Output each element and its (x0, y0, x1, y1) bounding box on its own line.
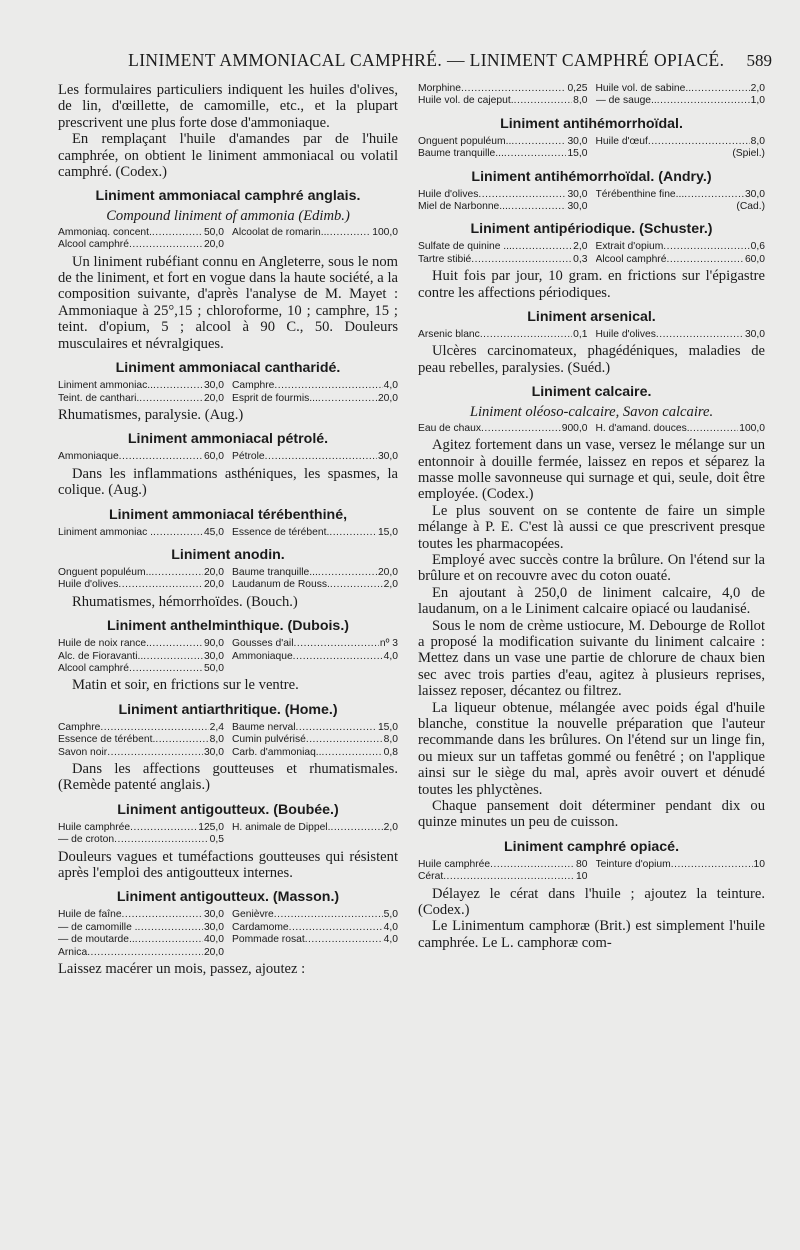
ingredient-quantity: 2,0 (383, 821, 398, 833)
ingredient-name: — de camomille . (58, 921, 138, 933)
leader-dots (330, 822, 382, 834)
ingredient-name: Cérat (418, 871, 444, 883)
ingredient-line (58, 747, 224, 759)
ingredient-quantity: 8,0 (383, 734, 398, 746)
ingredient-name: Huile camphrée (58, 821, 131, 833)
leader-dots (119, 451, 203, 463)
ingredient-name: Alc. de Fioravanti.. (58, 650, 144, 662)
ingredient-quantity: 10 (576, 871, 588, 883)
section-text: Ulcères carcinomateux, phagédéniques, maladies de peau rebelles, paralysies. (Suéd.) (418, 343, 765, 376)
section-text: Sous le nom de crème ustiocure, M. Debourge de Rollot a proposé la modification suivante du liniment calcaire : Mettez dans un vase une partie de chlorure de chaux bien sec avec trois parties d'eau, agitez à plusieurs reprises, laissez reposer, décantez ou filtrez. (418, 617, 765, 700)
ingredient-name: Savon noir (58, 746, 108, 758)
leader-dots (648, 136, 750, 148)
ingredient-name: Gousses d'ail (232, 638, 294, 650)
ingredient-line (58, 947, 224, 959)
ingredient-name: Essence de térébent. (58, 734, 156, 746)
section-text: Rhumatismes, paralysie. (Aug.) (58, 406, 244, 423)
leader-dots (135, 934, 203, 946)
leader-dots (294, 638, 379, 650)
formula (418, 189, 765, 214)
ingredient-name: Camphre (58, 721, 101, 733)
leader-dots (322, 747, 383, 759)
formula (58, 527, 398, 539)
ingredient-quantity: 20,0 (203, 579, 224, 591)
ingredient-quantity: 45,0 (203, 526, 224, 538)
ingredient-quantity: 30,0 (744, 188, 765, 200)
ingredient-line (232, 227, 398, 239)
formula (58, 380, 398, 405)
section-title: Liniment antigoutteux. (Masson.) (116, 889, 340, 906)
leader-dots (114, 834, 209, 846)
formula (418, 136, 765, 161)
leader-dots (143, 651, 203, 663)
leader-dots (306, 734, 383, 746)
ingredient-quantity: 0,8 (383, 746, 398, 758)
ingredient-quantity: 10 (753, 858, 765, 870)
ingredient-name: Cumin pulvérisé (232, 734, 306, 746)
ingredient-quantity: 30,0 (203, 746, 224, 758)
ingredient-name: Pétrole (232, 451, 265, 463)
ingredient-line (58, 722, 224, 734)
ingredient-name: Miel de Narbonne... (418, 201, 508, 213)
leader-dots (293, 651, 383, 663)
leader-dots (480, 329, 572, 341)
ingredient-name: Sulfate de quinine ... (418, 241, 512, 253)
section-text: Chaque pansement doit déterminer pendant dix ou quinze minutes un peu de cuisson. (418, 798, 765, 831)
section-text: Agitez fortement dans un vase, versez le mélange sur un entonnoir à douille fermée, laissez en repos et séparez la masse molle savonneuse qui surnage et qui, seule, doit être employée. (Codex.) (418, 437, 765, 503)
ingredient-name: — de sauge.. (595, 95, 657, 107)
leader-dots (471, 254, 572, 266)
ingredient-line (418, 148, 588, 160)
ingredient-quantity: 30,0 (203, 650, 224, 662)
ingredient-name: — de croton (58, 834, 115, 846)
leader-dots (122, 909, 203, 921)
ingredient-quantity: 4,0 (383, 921, 398, 933)
ingredient-line (232, 380, 398, 392)
ingredient-line (418, 83, 588, 95)
ingredient-quantity: 4,0 (383, 380, 398, 392)
leader-dots (296, 722, 377, 734)
ingredient-name: Esprit de fourmis... (232, 392, 318, 404)
section-title: Liniment antihémorrhoïdal. (500, 115, 683, 132)
ingredient-line (58, 922, 224, 934)
ingredient-quantity: 80 (576, 858, 588, 870)
ingredient-line (232, 527, 398, 539)
ingredient-name: Teinture d'opium (595, 858, 671, 870)
ingredient-quantity: 1,0 (750, 95, 765, 107)
formula (58, 451, 398, 463)
section-text: Employé avec succès contre la brûlure. On l'étend sur la brûlure et on recouvre avec du coton ouaté. (418, 551, 765, 585)
formula (58, 567, 398, 592)
leader-dots (274, 380, 382, 392)
ingredient-quantity: 15,0 (567, 148, 588, 160)
ingredient-name: H. animale de Dippel. (232, 821, 331, 833)
leader-dots (329, 527, 377, 539)
ingredient-quantity: 4,0 (383, 934, 398, 946)
ingredient-line (418, 329, 588, 341)
leader-dots (512, 241, 572, 253)
ingredient-quantity: 90,0 (203, 638, 224, 650)
section-text: Matin et soir, en frictions sur le ventre. (72, 677, 299, 694)
ingredient-quantity: 2,0 (383, 579, 398, 591)
ingredient-quantity: 2,0 (573, 241, 588, 253)
leader-dots (153, 380, 203, 392)
ingredient-quantity: 2,0 (750, 83, 765, 94)
ingredient-quantity: 20,0 (203, 239, 224, 251)
ingredient-line (232, 451, 398, 463)
ingredient-name: Baume tranquille... (418, 148, 504, 160)
ingredient-name: H. d'amand. douces. (595, 422, 690, 434)
ingredient-line (596, 329, 766, 341)
leader-dots (684, 189, 744, 201)
ingredient-line (596, 136, 766, 148)
leader-dots (481, 423, 561, 435)
section-title: Liniment anodin. (171, 546, 285, 563)
section-title: Liniment camphré opiacé. (503, 838, 680, 855)
ingredient-name: Baume tranquille... (232, 566, 318, 578)
left-column (58, 82, 398, 977)
ingredient-line (232, 747, 398, 759)
leader-dots (504, 148, 567, 160)
leader-dots (155, 734, 208, 746)
ingredient-quantity: 30,0 (567, 188, 588, 200)
ingredient-quantity: 60,0 (744, 253, 765, 265)
ingredient-name: Alcool camphré (58, 662, 129, 674)
ingredient-name: Arsenic blanc (418, 329, 480, 341)
ingredient-quantity: 15,0 (377, 526, 398, 538)
ingredient-name: Huile de faîne (58, 909, 122, 921)
leader-dots (305, 934, 383, 946)
ingredient-line (232, 822, 398, 834)
ingredient-quantity: 20,0 (203, 566, 224, 578)
ingredient-name: Liniment ammoniac . (58, 526, 153, 538)
ingredient-name: Baume nerval (232, 721, 296, 733)
leader-dots (107, 747, 203, 759)
ingredient-line (596, 148, 766, 160)
leader-dots (149, 638, 203, 650)
leader-dots (478, 189, 566, 201)
ingredient-quantity: 20,0 (377, 566, 398, 578)
leader-dots (663, 241, 749, 253)
ingredient-name: Genièvre (232, 909, 274, 921)
ingredient-quantity: 30,0 (377, 451, 398, 463)
ingredient-name: (Cad.) (736, 201, 765, 213)
ingredient-name: Huile d'olives (418, 188, 479, 200)
leader-dots (318, 393, 377, 405)
ingredient-line (58, 451, 224, 463)
ingredient-line (58, 822, 224, 834)
ingredient-line (418, 136, 588, 148)
ingredient-quantity: 8,0 (209, 734, 224, 746)
formula (58, 638, 398, 675)
leader-dots (461, 83, 567, 95)
ingredient-line (58, 734, 224, 746)
ingredient-quantity: 900,0 (561, 422, 588, 434)
section-title: Liniment ammoniacal cantharidé. (115, 360, 341, 377)
ingredient-quantity: 5,0 (383, 909, 398, 921)
ingredient-line (596, 241, 766, 253)
ingredient-name: Camphre (232, 380, 275, 392)
ingredient-name: Arnica (58, 946, 88, 958)
ingredient-quantity: 2,4 (209, 721, 224, 733)
section-text: Laissez macérer un mois, passez, ajoutez : (58, 961, 306, 978)
ingredient-name: Alcool camphré (58, 239, 129, 251)
ingredient-line (58, 638, 224, 650)
leader-dots (671, 859, 753, 871)
formula (58, 722, 398, 759)
ingredient-quantity: 20,0 (203, 946, 224, 958)
ingredient-line (418, 423, 588, 435)
section-text: Le plus souvent on se contente de faire un simple mélange à P. E. C'est là aussi ce que prescrivent presque toutes les pharmacopées. (418, 502, 765, 552)
ingredient-line (58, 227, 224, 239)
ingredient-name: Huile camphrée (418, 858, 491, 870)
ingredient-name: — de moutarde.. (58, 934, 135, 946)
page-number: 589 (746, 51, 772, 70)
ingredient-name: Huile d'olives (595, 329, 656, 341)
ingredient-quantity: 15,0 (377, 721, 398, 733)
leader-dots (657, 95, 750, 107)
ingredient-quantity: 30,0 (567, 135, 588, 147)
leader-dots (153, 527, 203, 539)
leader-dots (326, 227, 371, 239)
ingredient-name: Pommade rosat (232, 934, 305, 946)
ingredient-line (596, 201, 766, 213)
ingredient-line (58, 567, 224, 579)
ingredient-line (418, 201, 588, 213)
leader-dots (691, 83, 750, 95)
ingredient-quantity: 0,1 (573, 329, 588, 341)
ingredient-name: Ammoniaque (58, 451, 119, 463)
ingredient-line (418, 254, 588, 266)
ingredient-quantity: 125,0 (198, 821, 224, 833)
section-text: Dans les affections goutteuses et rhumatismales. (Remède patenté anglais.) (58, 761, 398, 794)
section-title: Liniment ammoniacal camphré anglais. (95, 188, 361, 205)
ingredient-quantity: 30,0 (744, 329, 765, 341)
leader-dots (490, 859, 575, 871)
ingredient-line (232, 722, 398, 734)
ingredient-line (418, 189, 588, 201)
section-text: La liqueur obtenue, mélangée avec poids égal d'huile blanche, constitue la nouvelle préparation que l'auteur recommande dans les brûlures. On l'étend sur un linge fin, ou mieux sur un taffetas gommé ou fenêtré ; on l'applique ainsi sur le siège du mal, après avoir ouvert et dénudé toutes les phlyctènes. (418, 699, 765, 798)
ingredient-name: Liniment ammoniac.. (58, 380, 153, 392)
leader-dots (118, 579, 203, 591)
ingredient-line (58, 909, 224, 921)
section-text: Délayez le cérat dans l'huile ; ajoutez la teinture. (Codex.) (418, 885, 765, 919)
section-title: Liniment ammoniacal térébenthiné, (108, 506, 348, 523)
leader-dots (130, 822, 197, 834)
leader-dots (289, 922, 383, 934)
ingredient-line (596, 254, 766, 266)
ingredient-name: Cardamome (232, 921, 289, 933)
ingredient-name: (Spiel.) (732, 148, 765, 160)
ingredient-quantity: nº 3 (379, 638, 398, 650)
ingredient-quantity: 0,25 (567, 83, 588, 94)
ingredient-line (596, 423, 766, 435)
section-text: En ajoutant à 250,0 de liniment calcaire, 4,0 de laudanum, on a le Liniment calcaire opiacé ou laudanisé. (418, 584, 765, 618)
ingredient-name: Carb. d'ammoniaq.. (232, 746, 322, 758)
section-text: Le Linimentum camphoræ (Brit.) est simplement l'huile camphrée. Le L. camphoræ com- (418, 918, 765, 951)
ingredient-name: Morphine (418, 83, 461, 94)
leader-dots (656, 329, 744, 341)
ingredient-quantity: 100,0 (372, 226, 398, 238)
intro-paragraph: Les formulaires particuliers indiquent les huiles d'olives, de lin, d'œillette, de camomille, etc., et la plupart prescrivent une plus forte dose d'ammoniaque. (58, 82, 398, 131)
ingredient-line (232, 922, 398, 934)
formula (58, 909, 398, 959)
ingredient-line (58, 579, 224, 591)
ingredient-name: Huile d'olives (58, 579, 119, 591)
ingredient-name: Tartre stibié (418, 253, 472, 265)
ingredient-line (58, 934, 224, 946)
ingredient-name: Alcool camphré (595, 253, 667, 265)
ingredient-quantity: 0,6 (750, 241, 765, 253)
leader-dots (265, 451, 377, 463)
section-text: Dans les inflammations asthéniques, les spasmes, la colique. (Aug.) (58, 465, 398, 499)
ingredient-line (58, 651, 224, 663)
ingredient-line (58, 663, 224, 675)
ingredient-line (58, 239, 224, 251)
leader-dots (87, 947, 203, 959)
ingredient-name: Teint. de canthari. (58, 392, 140, 404)
ingredient-line (232, 393, 398, 405)
ingredient-name: Ammoniaque (232, 650, 293, 662)
ingredient-quantity: 0,5 (209, 834, 224, 846)
ingredient-quantity: 8,0 (750, 135, 765, 147)
leader-dots (511, 136, 566, 148)
leader-dots (152, 227, 203, 239)
ingredient-quantity: 30,0 (203, 921, 224, 933)
ingredient-name: Térébenthine fine... (595, 188, 685, 200)
section-title: Liniment antigoutteux. (Boubée.) (117, 801, 339, 818)
ingredient-quantity: 30,0 (567, 201, 588, 213)
leader-dots (151, 567, 203, 579)
section-text: Douleurs vagues et tuméfactions goutteuses qui résistent après l'emploi des antigoutteux internes. (58, 848, 398, 882)
leader-dots (514, 95, 573, 107)
leader-dots (666, 254, 743, 266)
formula (58, 822, 398, 847)
formula (418, 859, 765, 884)
leader-dots (443, 871, 575, 883)
ingredient-line (418, 241, 588, 253)
section-title: Liniment ammoniacal pétrolé. (127, 431, 329, 448)
ingredient-line (596, 859, 766, 871)
ingredient-line (232, 734, 398, 746)
ingredient-line (58, 380, 224, 392)
ingredient-line (58, 527, 224, 539)
ingredient-line (232, 579, 398, 591)
ingredient-name: Huile vol. de sabine.. (595, 83, 692, 94)
ingredient-name: Extrait d'opium (595, 241, 664, 253)
ingredient-line (418, 859, 588, 871)
leader-dots (100, 722, 208, 734)
page-header-title: LINIMENT AMMONIACAL CAMPHRÉ. — LINIMENT CAMPHRÉ OPIACÉ. (128, 50, 725, 70)
ingredient-quantity: 20,0 (203, 392, 224, 404)
ingredient-name: Onguent populéum.. (58, 566, 152, 578)
leader-dots (129, 663, 203, 675)
ingredient-quantity: 30,0 (203, 380, 224, 392)
running-head (58, 50, 772, 82)
ingredient-quantity: 20,0 (377, 392, 398, 404)
ingredient-name: Ammoniaq. concent. (58, 226, 152, 238)
ingredient-name: Huile d'œuf (595, 135, 648, 147)
leader-dots (139, 393, 203, 405)
ingredient-quantity: 30,0 (203, 909, 224, 921)
leader-dots (330, 579, 383, 591)
ingredient-name: Essence de térébent. (232, 526, 330, 538)
leader-dots (508, 201, 567, 213)
ingredient-line (58, 393, 224, 405)
ingredient-line (596, 83, 766, 95)
ingredient-name: Onguent populéum.. (418, 135, 512, 147)
formula (418, 83, 765, 108)
ingredient-line (596, 95, 766, 107)
ingredient-quantity: 100,0 (739, 422, 765, 434)
ingredient-line (418, 871, 588, 883)
formula (58, 227, 398, 252)
section-subtitle: Compound liniment of ammonia (Edimb.) (106, 208, 350, 225)
ingredient-line (418, 95, 588, 107)
right-column (418, 82, 765, 977)
ingredient-quantity: 8,0 (573, 95, 588, 107)
ingredient-name: Eau de chaux (418, 422, 481, 434)
ingredient-name: Alcoolat de romarin.. (232, 226, 327, 238)
section-title: Liniment antipériodique. (Schuster.) (470, 221, 713, 238)
formula (418, 423, 765, 435)
ingredient-line (232, 934, 398, 946)
ingredient-line (232, 638, 398, 650)
ingredient-line (232, 909, 398, 921)
section-title: Liniment antihémorrhoïdal. (Andry.) (471, 168, 712, 185)
section-title: Liniment calcaire. (531, 384, 652, 401)
intro-paragraph: En remplaçant l'huile d'amandes par de l'huile camphrée, on obtient le liniment ammoniacal ou volatil camphré. (Codex.) (58, 131, 398, 181)
section-title: Liniment anthelminthique. (Dubois.) (107, 618, 349, 635)
leader-dots (690, 423, 739, 435)
ingredient-line (58, 834, 224, 846)
section-subtitle: Liniment oléoso-calcaire, Savon calcaire. (469, 404, 714, 421)
section-text: Rhumatismes, hémorrhoïdes. (Bouch.) (72, 593, 298, 610)
ingredient-quantity: 50,0 (203, 662, 224, 674)
ingredient-line (232, 651, 398, 663)
leader-dots (274, 909, 383, 921)
leader-dots (318, 567, 377, 579)
section-title: Liniment antiarthritique. (Home.) (118, 701, 338, 718)
ingredient-quantity: 60,0 (203, 451, 224, 463)
formula (418, 329, 765, 341)
ingredient-quantity: 40,0 (203, 934, 224, 946)
formula (418, 241, 765, 266)
ingredient-name: Laudanum de Rouss. (232, 579, 330, 591)
ingredient-line (232, 567, 398, 579)
leader-dots (138, 922, 203, 934)
ingredient-name: Huile de noix rance. (58, 638, 150, 650)
leader-dots (129, 239, 203, 251)
ingredient-quantity: 0,3 (573, 253, 588, 265)
section-text: Huit fois par jour, 10 gram. en frictions sur l'épigastre contre les affections périodiques. (418, 268, 765, 301)
section-title: Liniment arsenical. (527, 309, 656, 326)
ingredient-line (596, 189, 766, 201)
ingredient-quantity: 4,0 (383, 650, 398, 662)
ingredient-quantity: 50,0 (203, 226, 224, 238)
section-text: Un liniment rubéfiant connu en Angleterre, sous le nom de the liniment, et fort en vogue dans la haute société, a la composition suivante, d'après l'analyse de M. Mayet : Ammoniaque à 25°,15 ; chloroforme, 10 ; camphre, 15 ; teint. d'opium, 5 ; alcool à 90 C., 50. Douleurs musculaires et névralgiques. (58, 253, 398, 352)
ingredient-name: Huile vol. de cajeput. (418, 95, 514, 107)
